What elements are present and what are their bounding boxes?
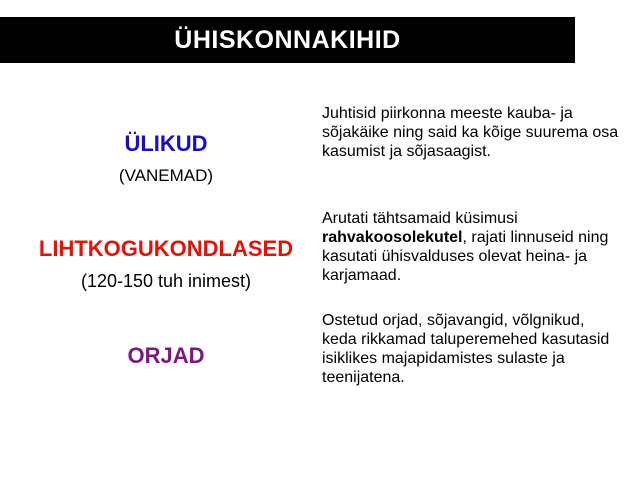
rank-ulikud (0, 131, 332, 186)
description-lihtkogukondlased-bold: rahvakoosolekutel (322, 229, 463, 246)
rank-lihtkogukondlased-sub: (120-150 tuh inimest) (80, 271, 252, 291)
description-lihtkogukondlased-part2: , rajati linnuseid ning kasutati ühisvalduses olevat heina- ja karjamaad. (322, 229, 609, 284)
title-bar (0, 17, 575, 63)
description-orjad (322, 311, 622, 387)
page-title: ÜHISKONNAKIHID (174, 26, 401, 54)
description-ulikud (322, 104, 622, 161)
rank-lihtkogukondlased-name: LIHTKOGUKONDLASED (38, 236, 294, 261)
rank-ulikud-sub: (VANEMAD) (118, 166, 214, 185)
rank-orjad (0, 343, 332, 369)
description-lihtkogukondlased-part1: Arutati tähtsamaid küsimusi (322, 210, 518, 227)
description-lihtkogukondlased (322, 209, 622, 285)
description-orjad-text: Ostetud orjad, sõjavangid, võlgnikud, keda rikkamad taluperemehed kasutasid isiklikes majapidamistes sulaste ja teenijatena. (322, 312, 610, 386)
rank-lihtkogukondlased (0, 236, 332, 292)
description-ulikud-text: Juhtisid piirkonna meeste kauba- ja sõjakäike ning said ka kõige suurema osa kasumist ja sõjasaagist. (322, 105, 619, 160)
rank-ulikud-name: ÜLIKUD (124, 131, 208, 156)
description-lihtkogukondlased-text (322, 209, 622, 285)
rank-orjad-name: ORJAD (127, 343, 205, 368)
